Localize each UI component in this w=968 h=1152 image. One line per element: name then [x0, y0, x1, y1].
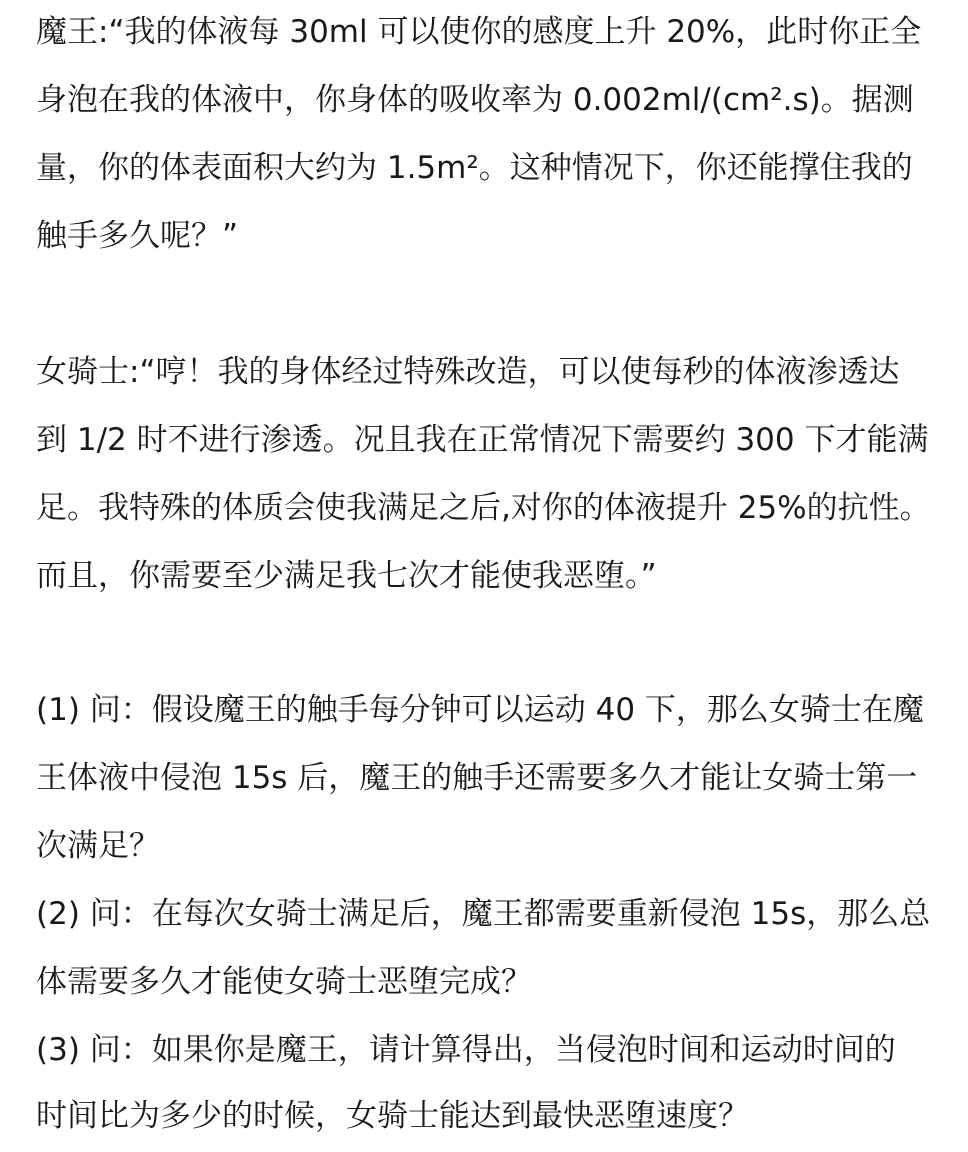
- female-knight-line-2: 到 1/2 时不进行渗透。况且我在正常情况下需要约 300 下才能满: [36, 422, 929, 458]
- question-2-line-1: (2) 问：在每次女骑士满足后，魔王都需要重新侵泡 15s，那么总: [36, 896, 931, 932]
- female-knight-line-4: 而且，你需要至少满足我七次才能使我恶堕。”: [36, 558, 657, 594]
- female-knight-line-1: 女骑士:“哼！我的身体经过特殊改造，可以使每秒的体液渗透达: [36, 354, 900, 390]
- question-3-line-1: (3) 问：如果你是魔王，请计算得出，当侵泡时间和运动时间的: [36, 1032, 896, 1068]
- question-1-line-2: 王体液中侵泡 15s 后，魔王的触手还需要多久才能让女骑士第一: [36, 760, 918, 796]
- question-3-line-2: 时间比为多少的时候，女骑士能达到最快恶堕速度？: [36, 1098, 749, 1134]
- demon-king-line-1: 魔王:“我的体液每 30ml 可以使你的感度上升 20%，此时你正全: [36, 14, 922, 50]
- question-1-line-3: 次满足？: [36, 828, 160, 864]
- female-knight-line-3: 足。我特殊的体质会使我满足之后,对你的体液提升 25%的抗性。: [36, 490, 931, 526]
- question-2-line-2: 体需要多久才能使女骑士恶堕完成？: [36, 964, 532, 1000]
- question-1-line-1: (1) 问：假设魔王的触手每分钟可以运动 40 下，那么女骑士在魔: [36, 692, 924, 728]
- demon-king-line-2: 身泡在我的体液中，你身体的吸收率为 0.002ml/(cm².s)。据测: [36, 82, 914, 118]
- demon-king-line-4: 触手多久呢？”: [36, 218, 239, 254]
- demon-king-line-3: 量，你的体表面积大约为 1.5m²。这种情况下，你还能撑住我的: [36, 150, 913, 186]
